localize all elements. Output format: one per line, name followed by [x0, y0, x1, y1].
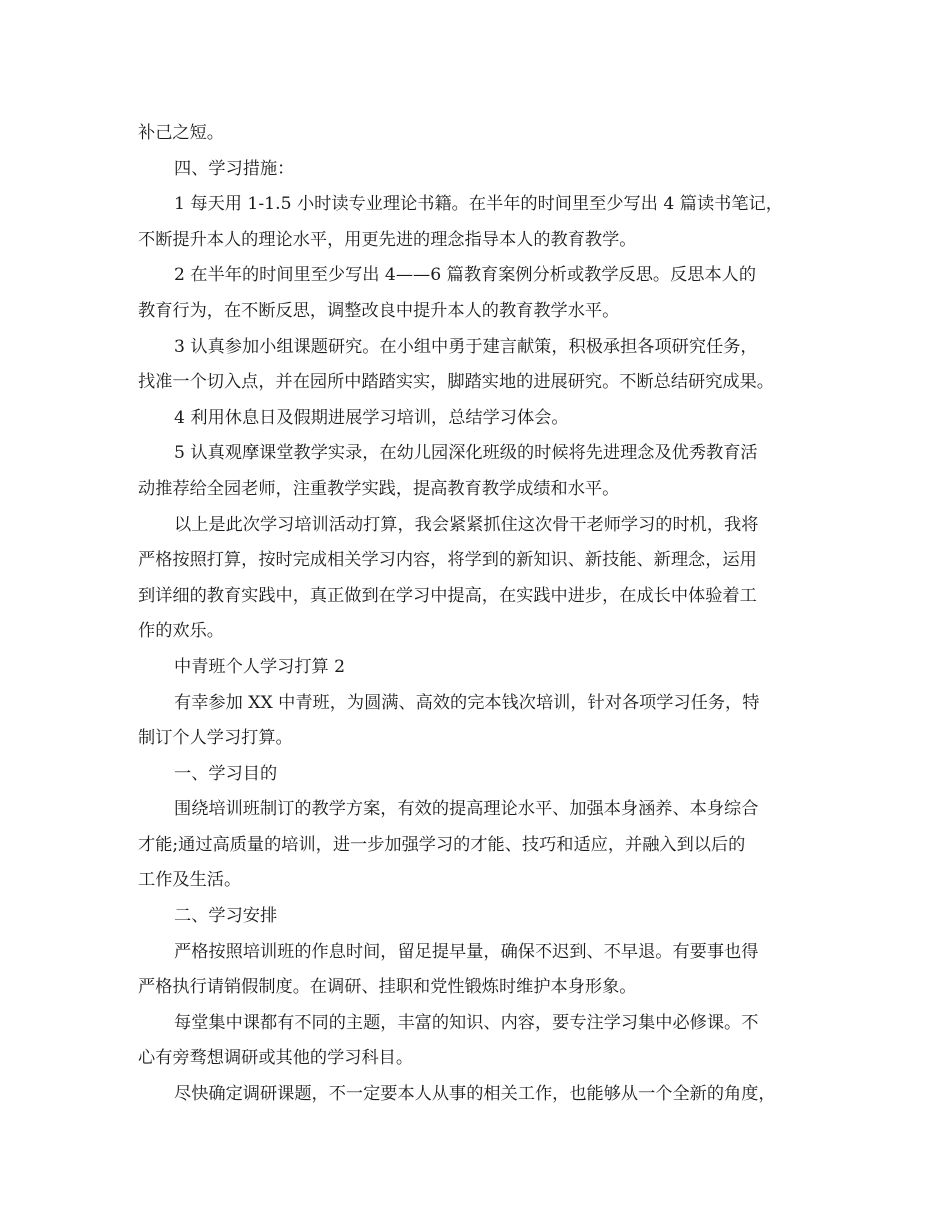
text-line: 教育行为，在不断反思，调整改良中提升本人的教育教学水平。: [138, 300, 620, 321]
text-line: 到详细的教育实践中，真正做到在学习中提高，在实践中进步，在成长中体验着工: [138, 585, 757, 606]
text-line: 才能;通过高质量的培训，进一步加强学习的才能、技巧和适应，并融入到以后的: [138, 834, 746, 855]
text-line: 工作及生活。: [138, 870, 242, 891]
text-line: 一、学习目的: [174, 763, 278, 784]
text-line: 每堂集中课都有不同的主题，丰富的知识、内容，要专注学习集中必修课。不: [174, 1012, 759, 1033]
text-line: 不断提升本人的理论水平，用更先进的理念指导本人的教育教学。: [138, 229, 637, 250]
text-line: 围绕培训班制订的教学方案，有效的提高理论水平、加强本身涵养、本身综合: [174, 799, 759, 820]
text-line: 制订个人学习打算。: [138, 728, 293, 749]
text-line: 中青班个人学习打算 2: [174, 656, 346, 677]
text-line: 补己之短。: [138, 123, 224, 143]
text-line: 4 利用休息日及假期进展学习培训，总结学习体会。: [174, 407, 569, 428]
text-line: 严格按照打算，按时完成相关学习内容，将学到的新知识、新技能、新理念，运用: [138, 550, 757, 571]
text-line: 2 在半年的时间里至少写出 4——6 篇教育案例分析或教学反思。反思本人的: [174, 265, 757, 286]
text-line: 有幸参加 XX 中青班，为圆满、高效的完本钱次培训，针对各项学习任务，特: [174, 692, 760, 713]
text-line: 尽快确定调研课题，不一定要本人从事的相关工作，也能够从一个全新的角度，: [174, 1084, 776, 1105]
text-line: 作的欢乐。: [138, 621, 224, 642]
text-line: 严格按照培训班的作息时间，留足提早量，确保不迟到、不早退。有要事也得: [174, 941, 759, 962]
text-line: 严格执行请销假制度。在调研、挂职和党性锻炼时维护本身形象。: [138, 977, 637, 998]
text-line: 二、学习安排: [174, 906, 278, 927]
text-line: 心有旁骛想调研或其他的学习科目。: [138, 1048, 414, 1069]
text-line: 1 每天用 1-1.5 小时读专业理论书籍。在半年的时间里至少写出 4 篇读书笔记，: [174, 194, 783, 215]
text-line: 3 认真参加小组课题研究。在小组中勇于建言献策，积极承担各项研究任务，: [174, 336, 758, 357]
text-line: 找准一个切入点，并在园所中踏踏实实，脚踏实地的进展研究。不断总结研究成果。: [138, 372, 774, 393]
document-body: [138, 116, 828, 1113]
text-line: 四、学习措施：: [174, 158, 295, 179]
text-line: 动推荐给全园老师，注重教学实践，提高教育教学成绩和水平。: [138, 478, 620, 499]
text-line: 5 认真观摩课堂教学实录，在幼儿园深化班级的时候将先进理念及优秀教育活: [174, 443, 758, 464]
text-line: 以上是此次学习培训活动打算，我会紧紧抓住这次骨干老师学习的时机，我将: [174, 514, 759, 535]
